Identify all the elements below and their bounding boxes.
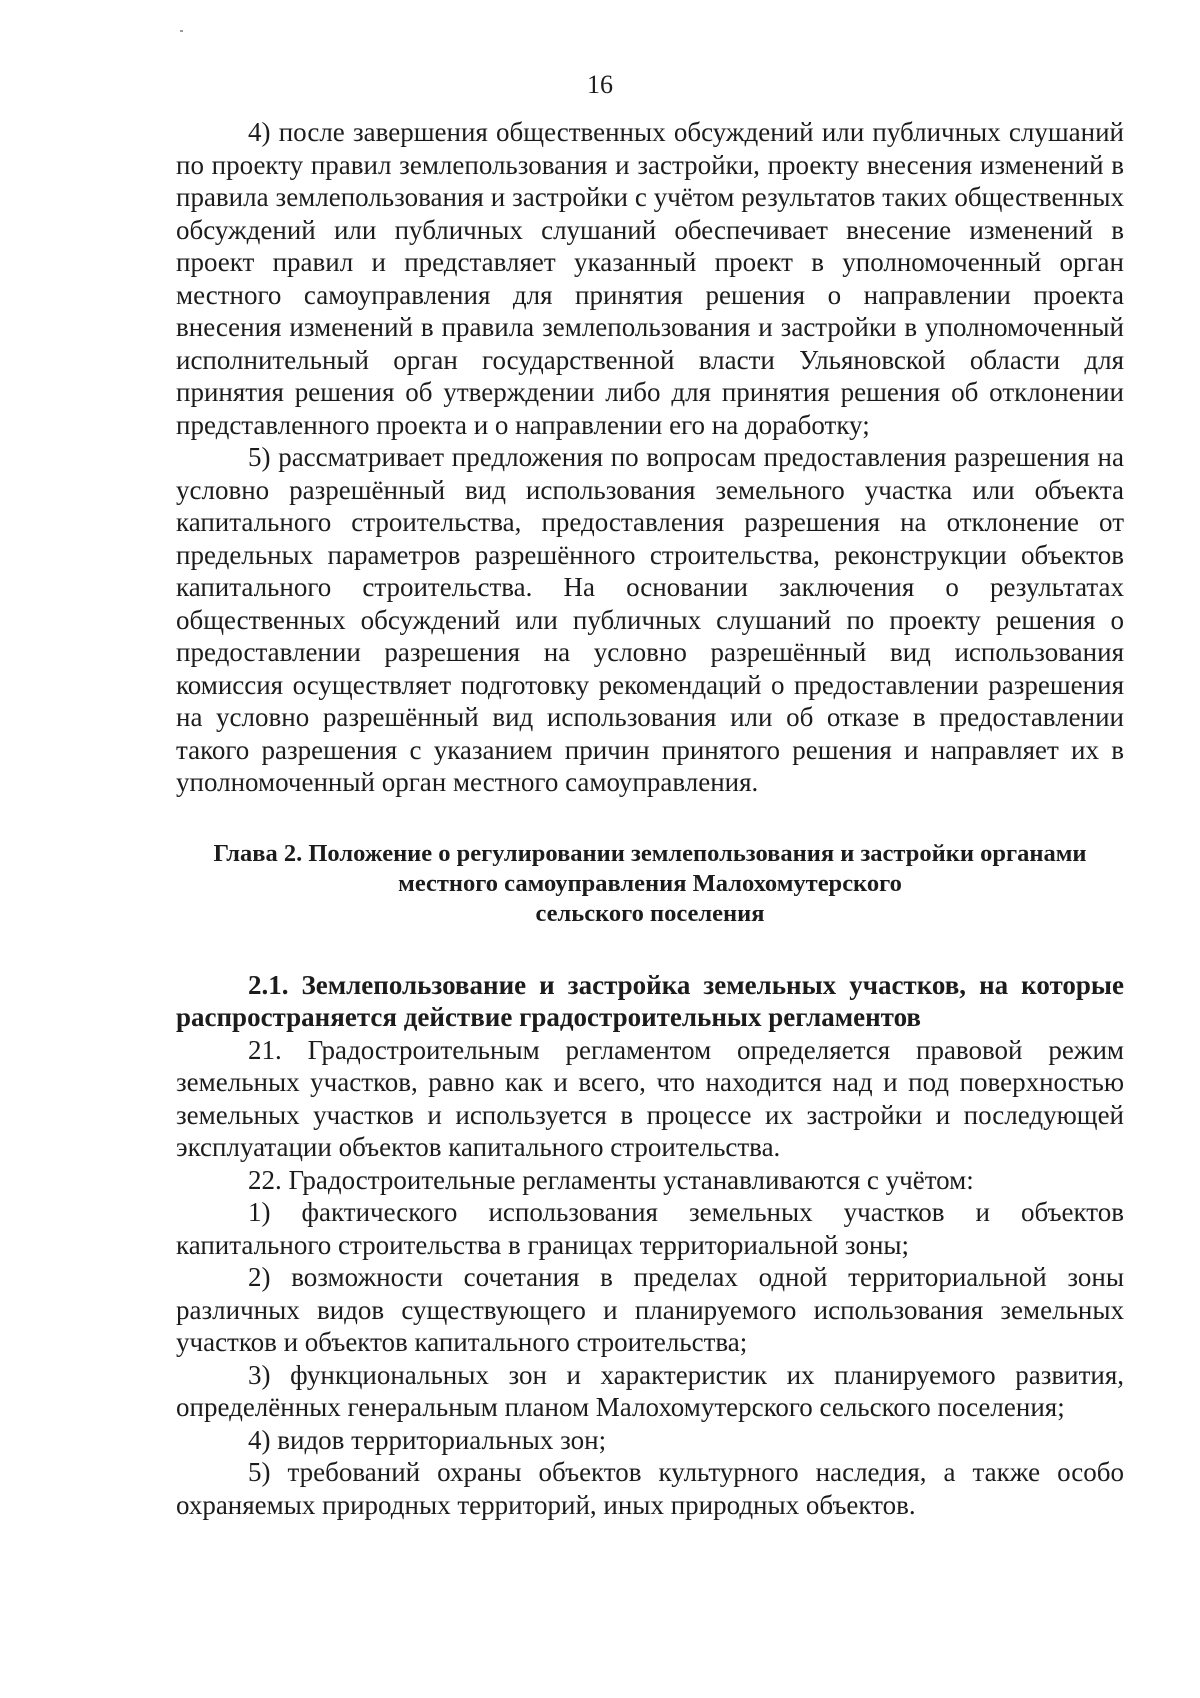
chapter-heading-line: Глава 2. Положение о регулировании землепользования и застройки органами — [213, 839, 1087, 867]
list-item-1: 1) фактического использования земельных участков и объектов капитального строительства в границах территориальной зоны; — [176, 1197, 1124, 1260]
paragraph-21: 21. Градостроительным регламентом определяется правовой режим земельных участков, равно как и всего, что находится над и под поверхностью земельных участков и используется в процессе их застройки и последующей эксплуатации объектов капитального строительства. — [176, 1034, 1124, 1162]
chapter-heading-line: местного самоуправления Малохомутерского — [398, 869, 902, 897]
section-heading: 2.1. Землепользование и застройка земельных участков, на которые распространяется действие градостроительных регламентов — [176, 969, 1124, 1032]
list-item-4: 4) видов территориальных зон; — [248, 1424, 607, 1455]
paragraph-item-4: 4) после завершения общественных обсуждений или публичных слушаний по проекту правил землепользования и застройки, проекту внесения изменений в правила землепользования и застройки с учётом результатов таких общественных обсуждений или публичных слушаний обеспечивает внесение изменений в проект правил и представляет указанный проект в уполномоченный орган местного самоуправления для принятия решения о направлении проекта внесения изменений в правила землепользования и застройки в уполномоченный исполнительный орган государственной власти Ульяновской области для принятия решения об утверждении либо для принятия решения об отклонении представленного проекта и о направлении его на доработку; — [176, 117, 1124, 440]
list-item-5: 5) требований охраны объектов культурного наследия, а также особо охраняемых природных территорий, иных природных объектов. — [176, 1457, 1124, 1520]
page-number: 16 — [587, 70, 613, 99]
scan-speck — [180, 30, 183, 32]
paragraph-22: 22. Градостроительные регламенты устанавливаются с учётом: — [248, 1164, 974, 1195]
chapter-heading — [176, 839, 1124, 929]
list-item-3: 3) функциональных зон и характеристик их планируемого развития, определённых генеральным планом Малохомутерского сельского поселения; — [176, 1359, 1124, 1422]
chapter-heading-line: сельского поселения — [535, 899, 765, 927]
page-content — [176, 116, 1124, 1521]
list-item-2: 2) возможности сочетания в пределах одной территориальной зоны различных видов существующего и планируемого использования земельных участков и объектов капитального строительства; — [176, 1262, 1124, 1357]
paragraph-item-5: 5) рассматривает предложения по вопросам предоставления разрешения на условно разрешённый вид использования земельного участка или объекта капитального строительства, предоставления разрешения на отклонение от предельных параметров разрешённого строительства, реконструкции объектов капитального строительства. На основании заключения о результатах общественных обсуждений или публичных слушаний по проекту решения о предоставлении разрешения на условно разрешённый вид использования комиссия осуществляет подготовку рекомендаций о предоставлении разрешения на условно разрешённый вид использования или об отказе в предоставлении такого разрешения с указанием причин принятого решения и направляет их в уполномоченный орган местного самоуправления. — [176, 442, 1124, 797]
